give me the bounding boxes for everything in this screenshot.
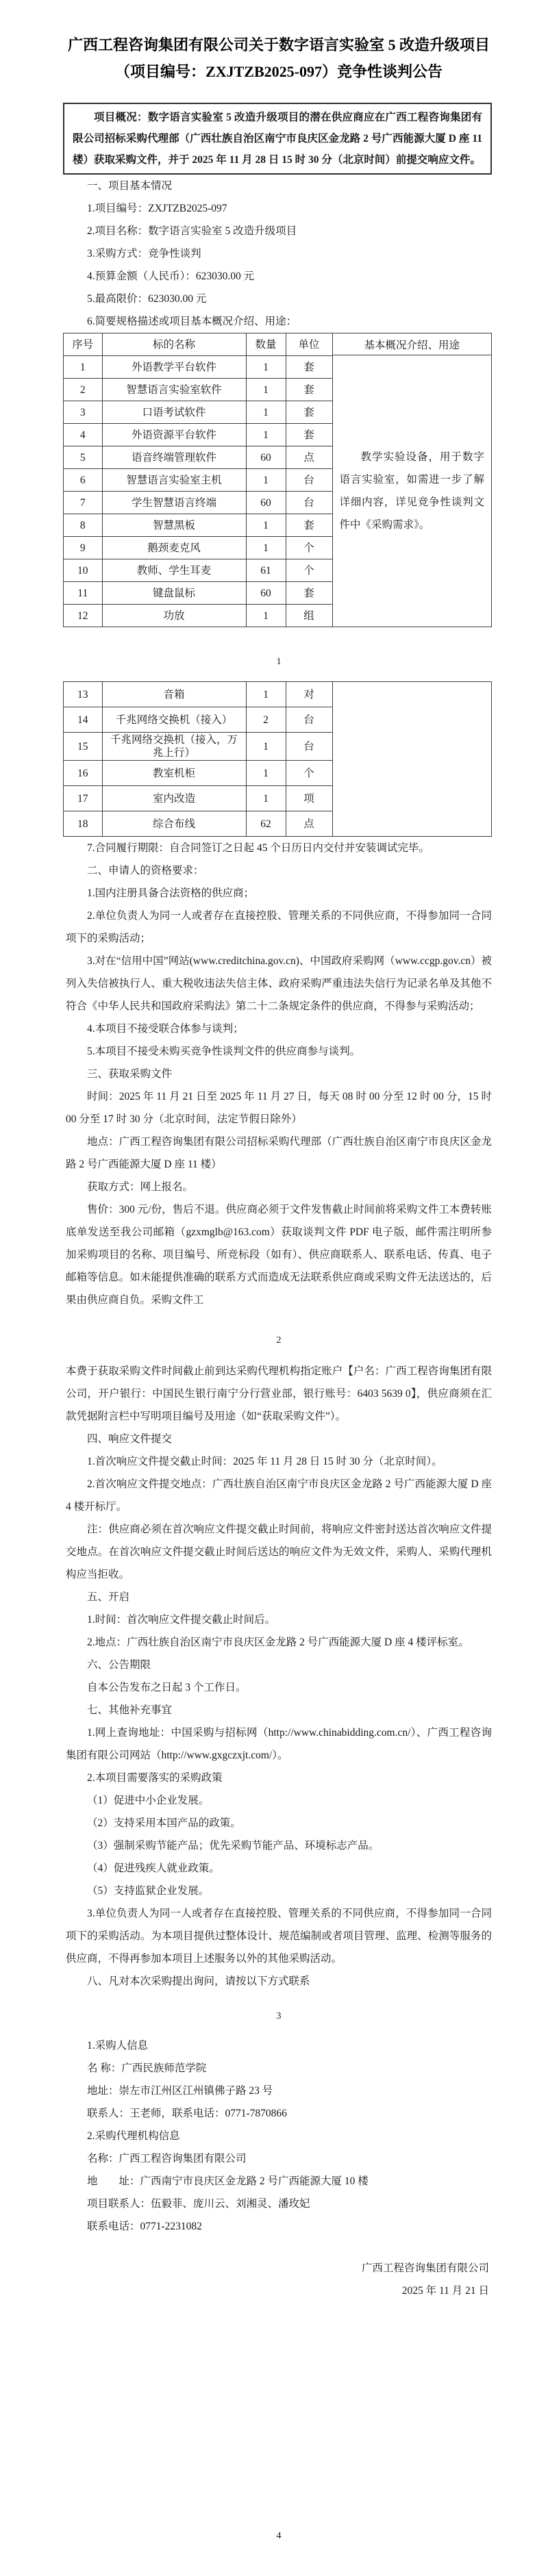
cell-name: 智慧语言实验室软件 — [102, 379, 246, 401]
col-header-description: 基本概况介绍、用途 — [333, 333, 492, 355]
cell-no: 14 — [64, 707, 102, 733]
cell-no: 7 — [64, 492, 102, 514]
cell-qty: 1 — [246, 356, 286, 379]
merged-empty-cell — [333, 682, 492, 836]
section5-heading: 五、开启 — [87, 1591, 130, 1603]
table-row — [64, 537, 332, 559]
cell-qty: 1 — [246, 682, 286, 707]
table-row — [64, 605, 332, 627]
cell-name: 语音终端管理软件 — [102, 446, 246, 469]
cell-name: 智慧黑板 — [102, 514, 246, 537]
items-table-left — [64, 682, 333, 836]
table-row — [64, 401, 332, 424]
cell-no: 8 — [64, 514, 102, 537]
submission-deadline: 1.首次响应文件提交截止时间：2025 年 11 月 28 日 15 时 30 分（北京时间）。 — [87, 1456, 443, 1467]
cell-no: 9 — [64, 537, 102, 559]
contract-period: 7.合同履行期限：自合同签订之日起 45 个日历日内交付并安装调试完毕。 — [87, 842, 429, 854]
cell-qty: 1 — [246, 379, 286, 401]
cell-name: 音箱 — [102, 682, 246, 707]
online-query-address: 1.网上查询地址：中国采购与招标网（http://www.chinabidding.com.cn/）、广西工程咨询集团有限公司网站（http://www.gxgczxjt.com/）。 — [66, 1727, 492, 1761]
cell-no: 11 — [64, 582, 102, 605]
merged-description-cell — [333, 355, 492, 627]
submission-place: 2.首次响应文件提交地点：广西壮族自治区南宁市良庆区金龙路 2 号广西能源大厦 D 座 4 楼开标厅。 — [66, 1478, 492, 1513]
table-row — [64, 559, 332, 582]
items-table-left — [64, 333, 333, 627]
cell-qty: 1 — [246, 424, 286, 446]
table-row — [64, 733, 332, 761]
cell-qty: 1 — [246, 733, 286, 761]
cell-qty: 2 — [246, 707, 286, 733]
cell-unit: 套 — [286, 582, 332, 605]
cell-name: 教师、学生耳麦 — [102, 559, 246, 582]
table-row — [64, 469, 332, 492]
table-row — [64, 424, 332, 446]
cell-no: 16 — [64, 761, 102, 786]
cell-name: 学生智慧语言终端 — [102, 492, 246, 514]
cell-unit: 个 — [286, 559, 332, 582]
section4-heading: 四、响应文件提交 — [87, 1433, 173, 1445]
cell-unit: 套 — [286, 379, 332, 401]
cell-unit: 点 — [286, 811, 332, 837]
policy-item: （1）促进中小企业发展。 — [87, 1795, 210, 1806]
cell-no: 17 — [64, 786, 102, 811]
table-row — [64, 682, 332, 707]
cell-name: 键盘鼠标 — [102, 582, 246, 605]
cell-name: 鹅颈麦克风 — [102, 537, 246, 559]
cell-no: 3 — [64, 401, 102, 424]
cell-name: 千兆网络交换机（接入，万兆上行） — [102, 733, 246, 761]
section8-heading: 八、凡对本次采购提出询问，请按以下方式联系 — [87, 1975, 310, 1987]
cell-name: 教室机柜 — [102, 761, 246, 786]
cell-qty: 60 — [246, 446, 286, 469]
cell-qty: 60 — [246, 492, 286, 514]
policy-item: （5）支持监狱企业发展。 — [87, 1885, 210, 1897]
cell-name: 室内改造 — [102, 786, 246, 811]
table-row — [64, 761, 332, 786]
cell-no: 6 — [64, 469, 102, 492]
spec-description-lead: 6.简要规格描述或项目基本概况介绍、用途： — [87, 316, 297, 327]
signature-date: 2025 年 11 月 21 日 — [401, 2285, 489, 2297]
supplier-restriction: 3.单位负责人为同一人或者存在直接控股、管理关系的不同供应商，不得参加同一合同项下的采购活动。为本项目提供过整体设计、规范编制或者项目管理、监理、检测等服务的供应商，不得再参加本项目上述服务以外的其他采购活动。 — [66, 1908, 492, 1965]
cell-unit: 个 — [286, 761, 332, 786]
document-title-line2: （项目编号：ZXJTZB2025-097）竞争性谈判公告 — [115, 63, 443, 80]
document-price-part2: 本费于获取采购文件时间截止前到达采购代理机构指定账户【户名：广西工程咨询集团有限公司，开户银行：中国民生银行南宁分行营业部，银行账号：6403 5639 0】，供应商须在汇款凭据附言栏中写明项目编号及用途（如“获取采购文件”）。 — [66, 1365, 492, 1422]
cell-unit: 套 — [286, 424, 332, 446]
policy-item: （4）促进残疾人就业政策。 — [87, 1862, 220, 1874]
qualification-item: 5.本项目不接受未购买竞争性谈判文件的供应商参与谈判。 — [87, 1046, 361, 1057]
cell-name: 外语资源平台软件 — [102, 424, 246, 446]
buyer-name: 名 称：广西民族师范学院 — [87, 2062, 207, 2074]
document-price-part1: 售价：300 元/份，售后不退。供应商必须于文件发售截止时间前将采购文件工本费转账底单发送至我公司邮箱（gzxmglb@163.com）获取谈判文件 PDF 电子版，邮件需注明所参加采购项目的名称、项目编号、所竞标段（如有）、供应商联系人、联系电话、传真、电子邮箱等信息。如未能提供准确的联系方式而造成无法联系供应商或采购文件无法送达的，后果由供应商自负。采购文件工 — [66, 1204, 492, 1306]
agency-contacts: 项目联系人：伍毅菲、庞川云、刘湘灵、潘玫妃 — [87, 2198, 310, 2210]
cell-no: 4 — [64, 424, 102, 446]
policy-lead: 2.本项目需要落实的采购政策 — [87, 1772, 223, 1784]
table-row — [64, 707, 332, 733]
cell-name: 综合布线 — [102, 811, 246, 837]
section1-heading: 一、项目基本情况 — [87, 180, 173, 192]
policy-item: （3）强制采购节能产品；优先采购节能产品、环境标志产品。 — [87, 1840, 379, 1852]
table-row — [64, 786, 332, 811]
page-number-1: 1 — [276, 657, 282, 667]
cell-name: 功放 — [102, 605, 246, 627]
cell-no: 13 — [64, 682, 102, 707]
project-name: 2.项目名称：数字语言实验室 5 改造升级项目 — [87, 225, 297, 237]
merged-description-column — [333, 333, 492, 627]
cell-qty: 60 — [246, 582, 286, 605]
page-number-3: 3 — [276, 2011, 282, 2021]
buyer-info-heading: 1.采购人信息 — [87, 2040, 149, 2051]
cell-qty: 1 — [246, 401, 286, 424]
section7-heading: 七、其他补充事宜 — [87, 1704, 173, 1716]
cell-name: 智慧语言实验室主机 — [102, 469, 246, 492]
table-row — [64, 446, 332, 469]
announcement-period: 自本公告发布之日起 3 个工作日。 — [87, 1682, 247, 1693]
cell-qty: 62 — [246, 811, 286, 837]
cell-qty: 1 — [246, 761, 286, 786]
section2-heading: 二、申请人的资格要求： — [87, 865, 204, 876]
document-title-line1: 广西工程咨询集团有限公司关于数字语言实验室 5 改造升级项目 — [67, 36, 490, 53]
cell-name: 外语教学平台软件 — [102, 356, 246, 379]
agency-info-heading: 2.采购代理机构信息 — [87, 2130, 180, 2142]
cell-unit: 套 — [286, 401, 332, 424]
cell-qty: 1 — [246, 514, 286, 537]
table-row — [64, 356, 332, 379]
budget-amount: 4.预算金额（人民币）：623030.00 元 — [87, 270, 255, 282]
price-ceiling: 5.最高限价：623030.00 元 — [87, 293, 207, 305]
opening-place: 2.地点：广西壮族自治区南宁市良庆区金龙路 2 号广西能源大厦 D 座 4 楼评标室。 — [87, 1637, 469, 1648]
page-number-2: 2 — [276, 1335, 282, 1346]
buyer-contact: 联系人：王老师，联系电话：0771-7870866 — [87, 2108, 287, 2119]
page4-blank-area — [66, 2302, 492, 2525]
qualification-item: 2.单位负责人为同一人或者存在直接控股、管理关系的不同供应商，不得参加同一合同项下的采购活动； — [66, 910, 492, 944]
items-table-page1 — [63, 333, 492, 627]
project-number: 1.项目编号：ZXJTZB2025-097 — [87, 203, 227, 214]
qualification-item: 3.对在“信用中国”网站(www.creditchina.gov.cn)、中国政府采购网（www.ccgp.gov.cn）被列入失信被执行人、重大税收违法失信主体、政府采购严重违法失信行为记录名单及其他不符合《中华人民共和国政府采购法》第二十二条规定条件的供应商，不得参与采购活动； — [66, 955, 492, 1012]
qualification-item: 4.本项目不接受联合体参与谈判； — [87, 1023, 244, 1035]
col-header-qty: 数量 — [246, 333, 286, 356]
signature-company: 广西工程咨询集团有限公司 — [361, 2262, 489, 2274]
cell-name: 千兆网络交换机（接入） — [102, 707, 246, 733]
cell-unit: 组 — [286, 605, 332, 627]
cell-qty: 1 — [246, 605, 286, 627]
opening-time: 1.时间：首次响应文件提交截止时间后。 — [87, 1614, 276, 1626]
table-row — [64, 811, 332, 837]
cell-no: 10 — [64, 559, 102, 582]
items-table-page2 — [63, 681, 492, 837]
cell-no: 15 — [64, 733, 102, 761]
cell-no: 2 — [64, 379, 102, 401]
cell-unit: 对 — [286, 682, 332, 707]
cell-qty: 1 — [246, 469, 286, 492]
col-header-name: 标的名称 — [102, 333, 246, 356]
table-row — [64, 514, 332, 537]
equipment-purpose-note: 教学实验设备，用于数字语言实验室，如需进一步了解详细内容，详见竞争性谈判文件中《采购需求》。 — [339, 451, 484, 531]
buyer-address: 地址：崇左市江州区江州镇佛子路 23 号 — [87, 2085, 273, 2097]
col-header-unit: 单位 — [286, 333, 332, 356]
agency-phone: 联系电话：0771-2231082 — [87, 2221, 202, 2232]
document-method: 获取方式：网上报名。 — [87, 1181, 194, 1193]
cell-unit: 点 — [286, 446, 332, 469]
table-row — [64, 379, 332, 401]
qualification-item: 1.国内注册具备合法资格的供应商； — [87, 887, 255, 899]
cell-no: 12 — [64, 605, 102, 627]
agency-address: 地 址：广西南宁市良庆区金龙路 2 号广西能源大厦 10 楼 — [87, 2175, 369, 2187]
document-place: 地点：广西工程咨询集团有限公司招标采购代理部（广西壮族自治区南宁市良庆区金龙路 2 号广西能源大厦 D 座 11 楼） — [66, 1136, 492, 1170]
cell-unit: 台 — [286, 469, 332, 492]
procurement-method: 3.采购方式：竞争性谈判 — [87, 248, 201, 260]
cell-unit: 个 — [286, 537, 332, 559]
cell-unit: 套 — [286, 514, 332, 537]
table-header-row — [64, 333, 332, 356]
cell-unit: 台 — [286, 707, 332, 733]
cell-unit: 台 — [286, 733, 332, 761]
cell-no: 1 — [64, 356, 102, 379]
cell-qty: 1 — [246, 786, 286, 811]
project-overview-box: 项目概况：数字语言实验室 5 改造升级项目的潜在供应商应在广西工程咨询集团有限公司招标采购代理部（广西壮族自治区南宁市良庆区金龙路 2 号广西能源大厦 D 座 11 楼）获取采购文件，并于 2025 年 11 月 28 日 15 时 30 分（北京时间）前提交响应文件。 — [63, 103, 492, 175]
cell-qty: 1 — [246, 537, 286, 559]
cell-no: 5 — [64, 446, 102, 469]
policy-item: （2）支持采用本国产品的政策。 — [87, 1817, 241, 1829]
cell-name: 口语考试软件 — [102, 401, 246, 424]
section6-heading: 六、公告期限 — [87, 1659, 151, 1671]
cell-qty: 61 — [246, 559, 286, 582]
document-time: 时间：2025 年 11 月 21 日至 2025 年 11 月 27 日，每天 08 时 00 分至 12 时 00 分，15 时 00 分至 17 时 30 分（北京时间，法定节假日除外） — [66, 1091, 492, 1125]
table-row — [64, 582, 332, 605]
cell-unit: 套 — [286, 356, 332, 379]
agency-name: 名称：广西工程咨询集团有限公司 — [87, 2153, 247, 2164]
cell-no: 18 — [64, 811, 102, 837]
table-row — [64, 492, 332, 514]
submission-note: 注：供应商必须在首次响应文件提交截止时间前，将响应文件密封送达首次响应文件提交地点。在首次响应文件提交截止时间后送达的响应文件为无效文件，采购人、采购代理机构应当拒收。 — [66, 1524, 492, 1580]
col-header-no: 序号 — [64, 333, 102, 356]
section3-heading: 三、获取采购文件 — [87, 1068, 173, 1080]
cell-unit: 台 — [286, 492, 332, 514]
cell-unit: 项 — [286, 786, 332, 811]
page-number-4: 4 — [276, 2531, 282, 2541]
